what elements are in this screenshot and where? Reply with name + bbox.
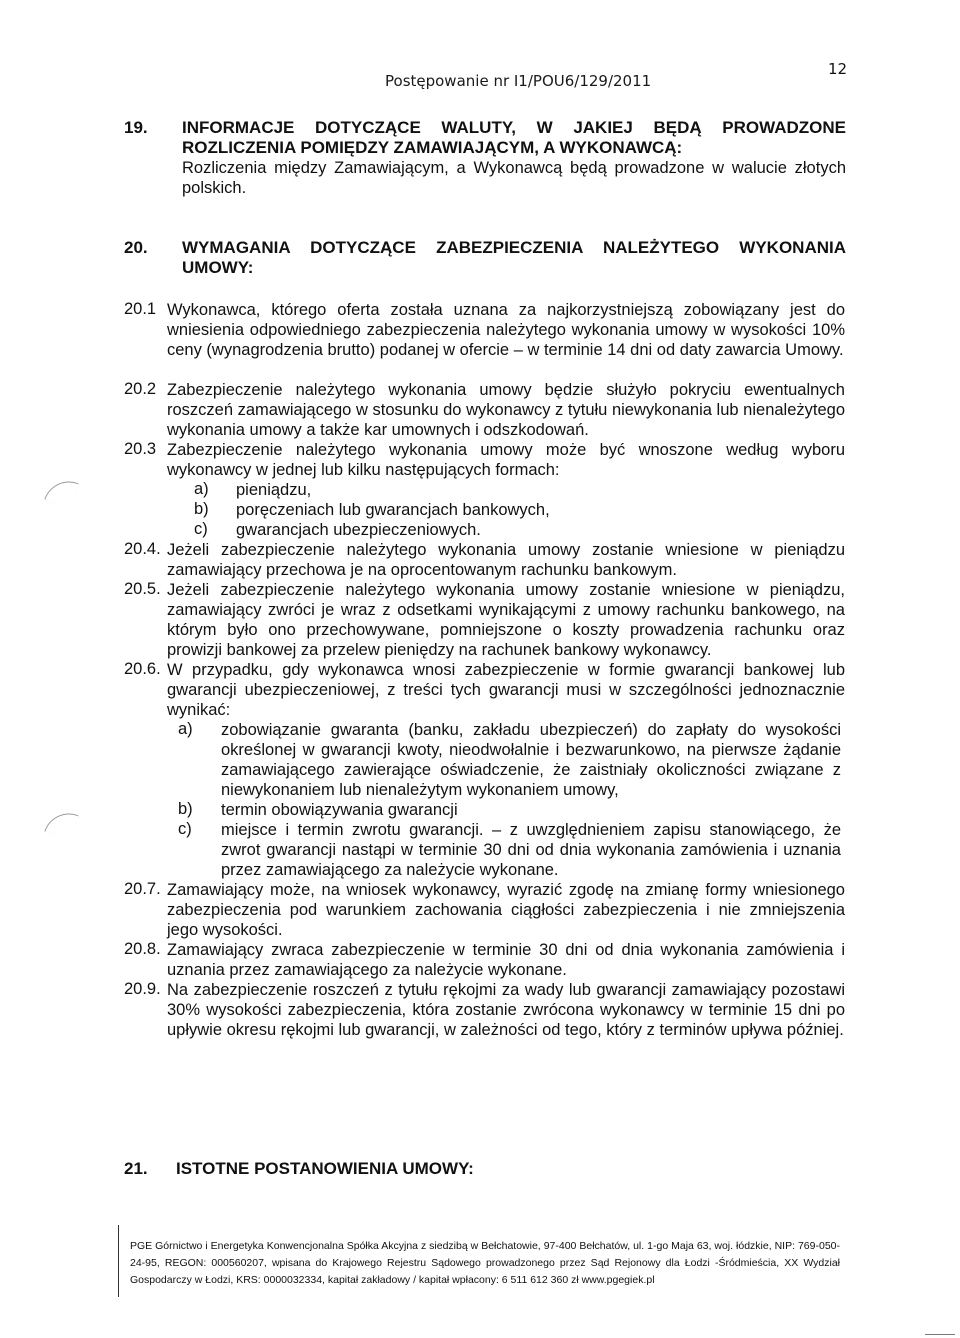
item-20-7-text: Zamawiający może, na wniosek wykonawcy, wyrazić zgodę na zmianę formy wniesionego zabezpieczenia pod warunkiem zachowania ciągłości zabezpieczenia i nie zmniejszenia jego wysokości. [167,881,845,939]
section-20-number: 20. [124,238,148,257]
margin-mark [44,474,79,509]
item-20-1-text: Wykonawca, którego oferta została uznana za najkorzystniejszą zobowiązany jest do wniesienia odpowiedniego zabezpieczenia należytego wykonania umowy w wysokości 10% ceny (wynagrodzenia brutto) podanej w ofercie – w terminie 14 dni od daty zawarcia Umowy. [167,301,845,359]
footer-rule [118,1225,119,1297]
form-b-label: b) [194,500,209,518]
item-20-3-text: Zabezpieczenie należytego wykonania umowy może być wnoszone według wyboru wykonawcy w jednej lub kilku następujących formach: [167,441,845,479]
company-footer: PGE Górnictwo i Energetyka Konwencjonalna Spółka Akcyjna z siedzibą w Bełchatowie, 97-400 Bełchatów, ul. 1-go Maja 63, woj. łódzkie, NIP: 769-050-24-95, REGON: 000560207, wpisana do Krajowego Rejestru Sądowego prowadzonego przez Sąd Rejonowy dla Łodzi -Śródmieścia, XX Wydział Gospodarczy w Łodzi, KRS: 0000032334, kapitał zakładowy / kapitał wpłacony: 6 511 612 360 zł www.pgegiek.pl [130,1240,840,1286]
item-20-3-number: 20.3 [124,440,157,458]
corner-dash [925,1334,955,1335]
item-20-2-number: 20.2 [124,380,157,398]
guarantee-term-a-label: a) [178,720,193,738]
section-21-number: 21. [124,1159,148,1178]
item-20-9-text: Na zabezpieczenie roszczeń z tytułu rękojmi za wady lub gwarancji zamawiający pozostawi 30% wysokości zabezpieczenia, która zostanie zwrócona wykonawcy w terminie 15 dni po upływie okresu rękojmi lub gwarancji, w zależności od tego, który z terminów upływa później. [167,981,845,1039]
form-a-text: pieniądzu, [236,481,312,499]
item-20-4-number: 20.4. [124,540,161,558]
section-19-body: Rozliczenia między Zamawiającym, a Wykonawcą będą prowadzone w walucie złotych polskich. [182,159,846,197]
item-20-8-text: Zamawiający zwraca zabezpieczenie w terminie 30 dni od dnia wykonania zamówienia i uznania przez zamawiającego za należycie wykonane. [167,941,845,979]
margin-mark [44,806,79,841]
form-b-text: poręczeniach lub gwarancjach bankowych, [236,501,550,519]
item-20-1-number: 20.1 [124,300,157,318]
guarantee-term-b-label: b) [178,800,193,818]
form-a-label: a) [194,480,209,498]
item-20-4-text: Jeżeli zabezpieczenie należytego wykonania umowy zostanie wniesione w pieniądzu zamawiający przechowa je na oprocentowanym rachunku bankowym. [167,541,845,579]
item-20-6-text: W przypadku, gdy wykonawca wnosi zabezpieczenie w formie gwarancji bankowej lub gwarancji ubezpieczeniowej, z treści tych gwarancji musi w szczególności jednoznacznie wynikać: [167,661,845,719]
guarantee-term-b-text: termin obowiązywania gwarancji [221,801,458,819]
item-20-2-text: Zabezpieczenie należytego wykonania umowy będzie służyło pokryciu ewentualnych roszczeń zamawiającego w stosunku do wykonawcy z tytułu niewykonania lub nienależytego wykonania umowy a także kar umownych i odszkodowań. [167,381,845,439]
section-21-title: ISTOTNE POSTANOWIENIA UMOWY: [176,1159,474,1178]
section-20-title: WYMAGANIA DOTYCZĄCE ZABEZPIECZENIA NALEŻYTEGO WYKONANIA UMOWY: [182,238,846,277]
item-20-9-number: 20.9. [124,980,161,998]
item-20-5-text: Jeżeli zabezpieczenie należytego wykonania umowy zostanie wniesione w pieniądzu, zamawiający zwróci je wraz z odsetkami wynikającymi z umowy rachunku bankowego, na którym było ono przechowywane, pomniejszone o koszty prowadzenia rachunku oraz prowizji bankowej za przelew pieniędzy na rachunek bankowy wykonawcy. [167,581,845,659]
section-19-title: INFORMACJE DOTYCZĄCE WALUTY, W JAKIEJ BĘDĄ PROWADZONE ROZLICZENIA POMIĘDZY ZAMAWIAJĄCYM, A WYKONAWCĄ: [182,118,846,157]
item-20-5-number: 20.5. [124,580,161,598]
procedure-reference: Postępowanie nr I1/POU6/129/2011 [385,72,652,90]
item-20-7-number: 20.7. [124,880,161,898]
guarantee-term-c-text: miejsce i termin zwrotu gwarancji. – z uwzględnieniem zapisu stanowiącego, że zwrot gwarancji nastąpi w terminie 30 dni od dnia wykonania zamówienia i uznania przez zamawiającego za należycie wykonane. [221,821,841,879]
form-c-label: c) [194,520,208,538]
form-c-text: gwarancjach ubezpieczeniowych. [236,521,481,539]
guarantee-term-c-label: c) [178,820,192,838]
item-20-8-number: 20.8. [124,940,161,958]
item-20-6-number: 20.6. [124,660,161,678]
page-number: 12 [828,60,848,78]
guarantee-term-a-text: zobowiązanie gwaranta (banku, zakładu ubezpieczeń) do zapłaty do wysokości określonej w gwarancji kwoty, nieodwołalnie i bezwarunkowo, na pierwsze żądanie zamawiającego zawierające oświadczenie, że zaistniały okoliczności związane z niewykonaniem lub nienależytym wykonaniem umowy, [221,721,841,799]
section-19-number: 19. [124,118,148,137]
